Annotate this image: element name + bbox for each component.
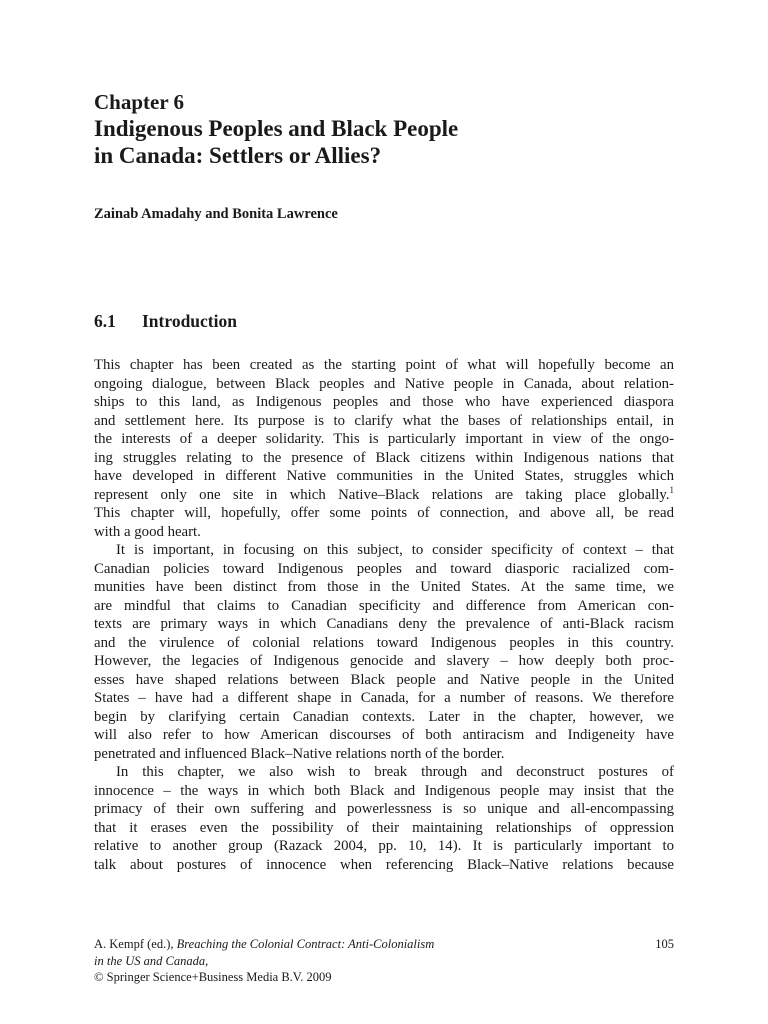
text-line: that it erases even the possibility of their maintaining relationships of oppression <box>94 819 674 836</box>
page-number: 105 <box>655 937 674 951</box>
chapter-title-line-1: Indigenous Peoples and Black People <box>94 116 459 141</box>
text-line: the interests of a deeper solidarity. This is particularly important in view of the ongo- <box>94 431 674 447</box>
citation-book-title: Breaching the Colonial Contract: Anti-Colonialism <box>176 937 435 951</box>
text-line: It is important, in focusing on this subject, to consider specificity of context – that <box>116 542 674 558</box>
section-heading <box>94 310 237 332</box>
citation-copyright: © Springer Science+Business Media B.V. 2009 <box>94 970 332 984</box>
section-title: Introduction <box>142 311 237 331</box>
citation-editor: A. Kempf (ed.), <box>94 937 177 951</box>
paper-page <box>94 0 674 1024</box>
text-line: ongoing dialogue, between Black peoples and Native people in Canada, about relation- <box>94 375 674 392</box>
text-line: have developed in different Native communities in the United States, struggles which <box>94 468 674 484</box>
text-line: are mindful that claims to Canadian specificity and difference from American con- <box>94 597 674 614</box>
citation-book-title-cont: in the US and Canada, <box>94 953 209 968</box>
body-text <box>94 356 674 874</box>
text-line: In this chapter, we also wish to break through and deconstruct postures of <box>116 764 674 780</box>
text-line: begin by clarifying certain Canadian contexts. Later in the chapter, however, we <box>94 708 674 725</box>
text-line: However, the legacies of Indigenous genocide and slavery – how deeply both proc- <box>94 653 674 669</box>
text-line: penetrated and influenced Black–Native relations north of the border. <box>94 745 505 762</box>
text-line: States – have had a different shape in Canada, for a number of reasons. We therefore <box>94 690 674 706</box>
text-line: This chapter has been created as the starting point of what will hopefully become an <box>94 357 674 373</box>
chapter-title <box>94 115 654 169</box>
text-line: This chapter will, hopefully, offer some points of connection, and above all, be read <box>94 505 674 521</box>
paragraph-3 <box>94 763 674 874</box>
text-line: talk about postures of innocence when referencing Black–Native relations because <box>94 856 674 873</box>
text-line: esses have shaped relations between Black people and Native people in the United <box>94 671 674 688</box>
footnote-marker[interactable]: 1 <box>669 484 674 495</box>
text-line-content: represent only one site in which Native–Black relations are taking place globally. <box>94 486 670 503</box>
chapter-authors: Zainab Amadahy and Bonita Lawrence <box>94 206 338 222</box>
citation-line-1 <box>94 936 674 953</box>
section-number: 6.1 <box>94 311 116 331</box>
text-line: with a good heart. <box>94 523 201 540</box>
chapter-title-line-2: in Canada: Settlers or Allies? <box>94 143 382 168</box>
text-line: and the virulence of colonial relations toward Indigenous peoples in this country. <box>94 634 674 651</box>
citation-line-2 <box>94 953 674 970</box>
paragraph-2 <box>94 541 674 763</box>
text-line: innocence – the ways in which both Black and Indigenous people may insist that the <box>94 782 674 799</box>
text-line: will also refer to how American discourses of both antiracism and Indigeneity have <box>94 727 674 743</box>
text-line-with-footnote <box>94 486 674 505</box>
paragraph-1 <box>94 356 674 541</box>
text-line: ing struggles relating to the presence of Black citizens within Indigenous nations that <box>94 449 674 466</box>
page-footer <box>94 936 674 986</box>
text-line: primacy of their own suffering and powerlessness is so unique and all-encompassing <box>94 801 674 817</box>
text-line: texts are primary ways in which Canadians deny the prevalence of anti-Black racism <box>94 616 674 632</box>
text-line: ships to this land, as Indigenous peoples and those who have experienced diaspora <box>94 394 674 410</box>
text-line: Canadian policies toward Indigenous peoples and toward diasporic racialized com- <box>94 560 674 577</box>
text-line: munities have been distinct from those in the United States. At the same time, we <box>94 579 674 595</box>
text-line: relative to another group (Razack 2004, pp. 10, 14). It is particularly important to <box>94 838 674 854</box>
chapter-label: Chapter 6 <box>94 90 185 114</box>
text-line: and settlement here. Its purpose is to clarify what the bases of relationships entail, in <box>94 412 674 429</box>
